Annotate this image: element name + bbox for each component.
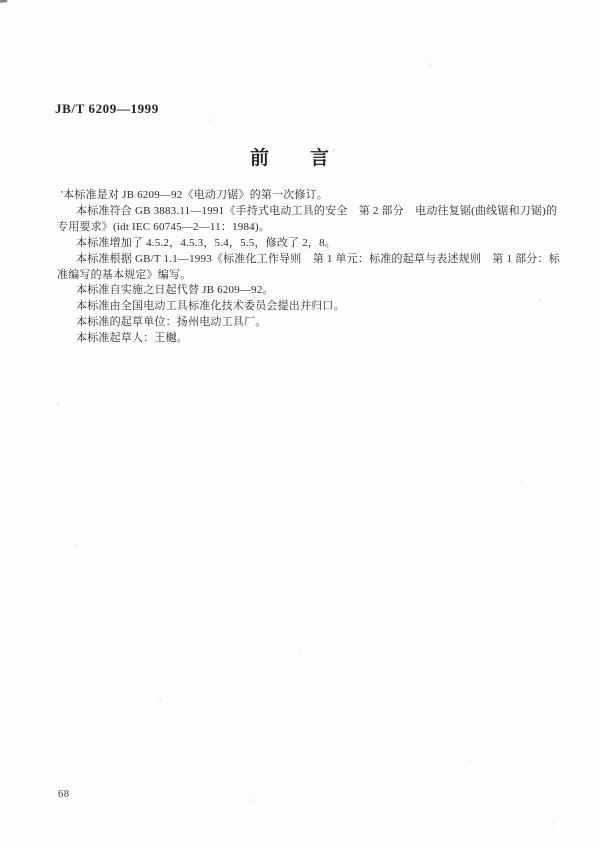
- page-number: 68: [58, 789, 70, 800]
- scan-corner-artifact: [0, 0, 7, 3]
- foreword-line: 准编写的基本规定》编写。: [57, 268, 192, 281]
- foreword-line: 本标准符合 GB 3883.11—1991《手持式电动工具的安全 第 2 部分 电动往复锯(曲线锯和刀锯)的: [76, 204, 558, 217]
- standard-number: JB/T 6209—1999: [55, 101, 159, 116]
- foreword-line: 本标准由全国电动工具标准化技术委员会提出并归口。: [76, 300, 345, 313]
- foreword-body: [57, 188, 560, 347]
- foreword-line: 本标准增加了 4.5.2，4.5.3，5.4，5.5，修改了 2，8。: [76, 236, 336, 249]
- foreword-line: 本标准自实施之日起代替 JB 6209—92。: [76, 284, 274, 297]
- foreword-line: 专用要求》(idt IEC 60745—2—11：1984)。: [57, 220, 270, 233]
- foreword-line: 本标准的起草单位：扬州电动工具厂。: [76, 316, 267, 329]
- foreword-line: 本标准起草人：王樾。: [76, 332, 188, 345]
- foreword-line: '本标准是对 JB 6209—92《电动刀锯》的第一次修订。: [61, 189, 329, 201]
- page-title: 前 言: [249, 148, 330, 169]
- foreword-line: 本标准根据 GB/T 1.1—1993《标准化工作导则 第 1 单元：标准的起草与表述规则 第 1 部分：标: [76, 252, 560, 265]
